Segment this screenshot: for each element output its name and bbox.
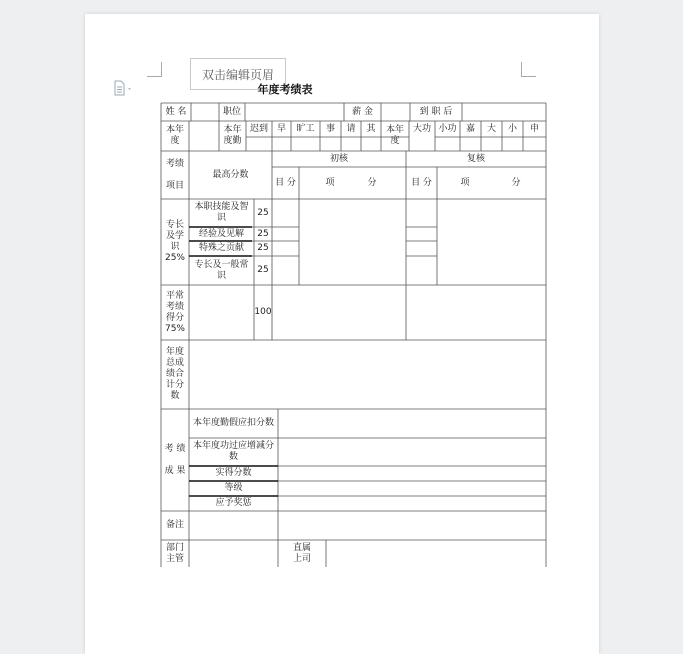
result-item: 本年度功过应增减分数 bbox=[192, 441, 274, 462]
label-start-date: 到 职 后 bbox=[419, 106, 453, 117]
daily-score: 100 bbox=[254, 307, 272, 317]
skill-item-score: 25 bbox=[257, 243, 269, 253]
label-salary: 薪 金 bbox=[352, 106, 373, 117]
label-absent: 旷工 bbox=[296, 123, 315, 134]
label-year: 本年度 bbox=[165, 125, 184, 146]
label-result-section: 考 绩 成 果 bbox=[164, 443, 186, 476]
label-total-section: 年度 总成 绩合 计分 数 bbox=[165, 347, 184, 401]
edit-header-button[interactable]: 双击编辑页眉 bbox=[190, 58, 286, 90]
label-year-2: 本年度 bbox=[385, 125, 404, 146]
label-fen-2: 分 bbox=[511, 177, 521, 188]
skill-item-name: 特殊之贡献 bbox=[198, 243, 244, 253]
label-score-1: 目 分 bbox=[275, 177, 296, 188]
label-major-demerit: 大 bbox=[486, 123, 496, 134]
label-item: 考绩 项目 bbox=[165, 158, 184, 191]
label-warning: 申 bbox=[529, 123, 539, 134]
label-item-2: 项 bbox=[460, 177, 470, 188]
label-minor-demerit: 小 bbox=[507, 123, 517, 134]
label-second-review: 复核 bbox=[466, 153, 485, 164]
label-personal: 事 bbox=[325, 123, 335, 134]
result-item: 应予奖惩 bbox=[215, 498, 252, 508]
label-sick: 请 bbox=[346, 123, 356, 134]
label-late: 迟到 bbox=[249, 123, 268, 134]
label-dept-head: 部门 主管 bbox=[165, 542, 184, 564]
result-item: 实得分数 bbox=[215, 468, 252, 478]
label-max-score: 最高分数 bbox=[212, 169, 249, 180]
label-item-1: 项 bbox=[325, 177, 335, 188]
label-major-merit: 大功 bbox=[412, 123, 431, 134]
skill-item-name: 经验及见解 bbox=[198, 228, 244, 239]
label-minor-merit: 小功 bbox=[438, 123, 457, 134]
label-skills-section: 专长 及学 识 25% bbox=[164, 220, 185, 263]
label-score-2: 目 分 bbox=[411, 177, 432, 188]
label-praise: 嘉 bbox=[465, 123, 475, 134]
label-other: 其 bbox=[366, 123, 376, 134]
result-item: 等级 bbox=[224, 483, 243, 493]
label-fen-1: 分 bbox=[367, 177, 377, 188]
result-item: 本年度勤假应扣分数 bbox=[192, 418, 274, 428]
label-early: 早 bbox=[276, 123, 286, 134]
skill-item-score: 25 bbox=[257, 228, 269, 239]
skill-item-score: 25 bbox=[257, 265, 269, 275]
label-remarks: 备注 bbox=[165, 520, 184, 530]
label-daily-section: 平常 考绩 得分 75% bbox=[164, 290, 185, 334]
skill-item-name: 本职技能及智识 bbox=[194, 202, 249, 223]
label-first-review: 初核 bbox=[329, 153, 348, 164]
label-attendance: 本年度勤 bbox=[223, 125, 242, 146]
label-name: 姓 名 bbox=[165, 106, 187, 117]
skill-item-score: 25 bbox=[257, 207, 269, 218]
label-position: 职位 bbox=[222, 106, 241, 117]
skill-item-name: 专长及一般常识 bbox=[194, 259, 249, 281]
table-title: 年度考绩表 bbox=[257, 83, 313, 96]
label-supervisor: 直属 上司 bbox=[292, 542, 311, 564]
